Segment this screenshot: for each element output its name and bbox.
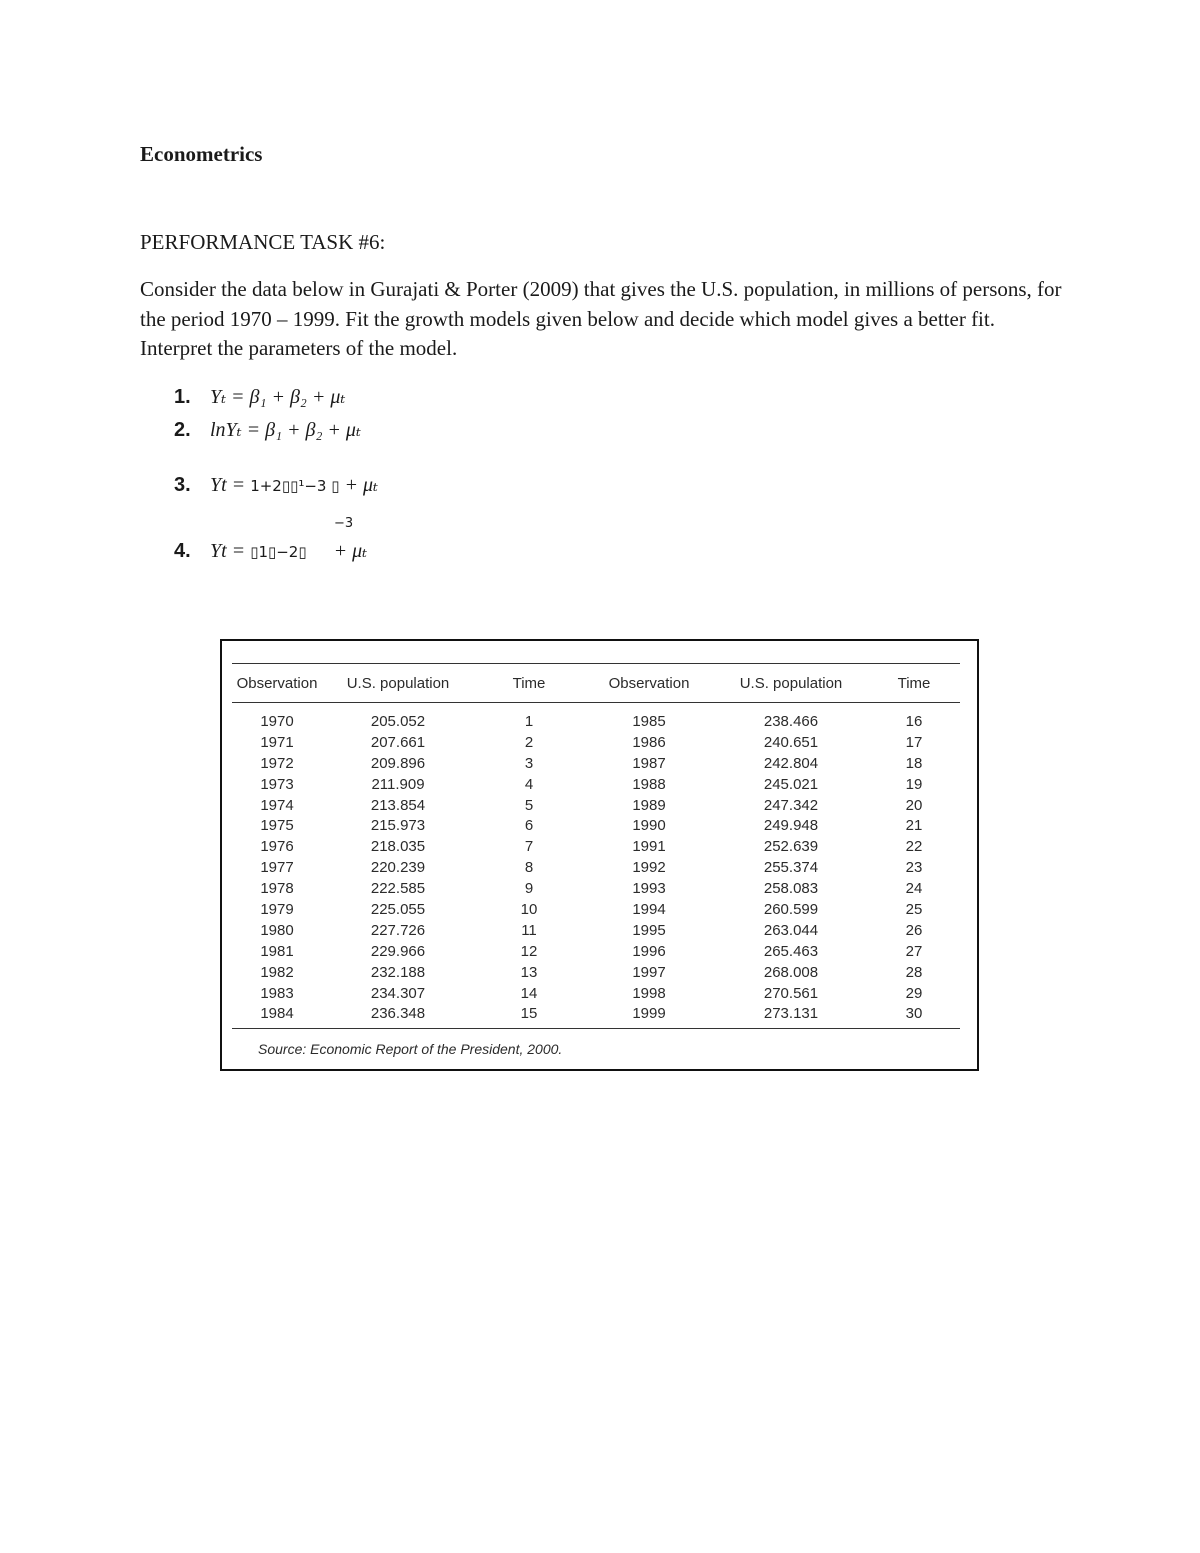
table-cell: 236.348: [370, 1005, 426, 1023]
table-cell: 242.804: [763, 754, 819, 772]
equation-tail: + μₜ: [344, 474, 378, 496]
table-row: [232, 899, 960, 920]
table-cell: 23: [905, 859, 923, 877]
equation-3: [174, 472, 378, 497]
table-source-note: Source: Economic Report of the President, 2000.: [232, 1029, 960, 1060]
table-row: [232, 753, 960, 774]
table-cell: 209.896: [370, 754, 426, 772]
equation-2: [174, 417, 361, 442]
table-cell: 15: [520, 1005, 538, 1023]
table-cell: 1986: [632, 733, 666, 751]
table-cell: 213.854: [370, 796, 426, 814]
table-cell: 20: [905, 796, 923, 814]
table-cell: 1977: [260, 859, 294, 877]
table-cell: 247.342: [763, 796, 819, 814]
equation-number: 1.: [174, 386, 191, 408]
table-cell: 1983: [260, 984, 294, 1002]
table-row: [232, 774, 960, 795]
table-cell: 1979: [260, 900, 294, 918]
equation-number: 4.: [174, 540, 191, 562]
table-cell: 1999: [632, 1005, 666, 1023]
equation-lhs: Yt =: [210, 540, 246, 562]
table-row: [232, 703, 960, 732]
table-cell: 252.639: [763, 838, 819, 856]
table-cell: 234.307: [370, 984, 426, 1002]
table-cell: 12: [520, 942, 538, 960]
task-heading: PERFORMANCE TASK #6:: [140, 230, 386, 254]
table-cell: 222.585: [370, 880, 426, 898]
table-cell: 258.083: [763, 880, 819, 898]
column-header: Observation: [232, 664, 322, 703]
table-row: [232, 920, 960, 941]
table-cell: 225.055: [370, 900, 426, 918]
table-cell: 1985: [632, 712, 666, 730]
table-cell: 227.726: [370, 921, 426, 939]
table-cell: 22: [905, 838, 923, 856]
table-cell: 21: [905, 817, 923, 835]
table-cell: 1973: [260, 775, 294, 793]
table-cell: 1998: [632, 984, 666, 1002]
table-cell: 1991: [632, 838, 666, 856]
table-cell: 1970: [260, 712, 294, 730]
table-cell: 1989: [632, 796, 666, 814]
table-cell: 1981: [260, 942, 294, 960]
table-cell: 229.966: [370, 942, 426, 960]
table-row: [232, 983, 960, 1004]
equation-garbled-glyphs: ▯1▯−2▯: [250, 543, 307, 561]
table-cell: 263.044: [763, 921, 819, 939]
table-cell: 1990: [632, 817, 666, 835]
table-row: [232, 732, 960, 753]
table-cell: 1982: [260, 963, 294, 981]
table-cell: 215.973: [370, 817, 426, 835]
table-cell: 1992: [632, 859, 666, 877]
table-cell: 10: [520, 900, 538, 918]
table-cell: 238.466: [763, 712, 819, 730]
equation-text: lnYₜ = β₁ + β₂ + μₜ: [210, 419, 361, 441]
equation-text: Yₜ = β₁ + β₂ + μₜ: [210, 386, 346, 408]
equation-number: 2.: [174, 419, 191, 441]
table-cell: 28: [905, 963, 923, 981]
table-cell: 16: [905, 712, 923, 730]
column-header: Time: [474, 664, 584, 703]
population-table-figure: [220, 639, 979, 1071]
table-cell: 1984: [260, 1005, 294, 1023]
equation-4: [174, 538, 367, 563]
table-cell: 26: [905, 921, 923, 939]
table-cell: 1: [524, 712, 534, 730]
table-cell: 3: [524, 754, 534, 772]
table-cell: 2: [524, 733, 534, 751]
table-cell: 1974: [260, 796, 294, 814]
table-cell: 25: [905, 900, 923, 918]
table-cell: 205.052: [370, 712, 426, 730]
table-cell: 1976: [260, 838, 294, 856]
table-cell: 1971: [260, 733, 294, 751]
table-cell: 270.561: [763, 984, 819, 1002]
table-row: [232, 857, 960, 878]
table-cell: 29: [905, 984, 923, 1002]
population-table: [232, 663, 960, 1059]
table-cell: 1975: [260, 817, 294, 835]
table-cell: 18: [905, 754, 923, 772]
table-cell: 255.374: [763, 859, 819, 877]
equation-4-superscript: −3: [334, 516, 354, 531]
table-cell: 218.035: [370, 838, 426, 856]
table-cell: 249.948: [763, 817, 819, 835]
table-cell: 1987: [632, 754, 666, 772]
table-cell: 9: [524, 880, 534, 898]
table-cell: 30: [905, 1005, 923, 1023]
equation-number: 3.: [174, 474, 191, 496]
table-cell: 7: [524, 838, 534, 856]
table-cell: 1980: [260, 921, 294, 939]
table-cell: 245.021: [763, 775, 819, 793]
equation-lhs: Yt =: [210, 474, 246, 496]
table-cell: 1995: [632, 921, 666, 939]
table-cell: 207.661: [370, 733, 426, 751]
table-row: [232, 836, 960, 857]
equation-garbled-glyphs: 1+2▯▯¹−3 ▯: [250, 477, 340, 495]
table-row: [232, 941, 960, 962]
equation-tail: + μₜ: [333, 540, 368, 562]
document-title: Econometrics: [140, 142, 263, 166]
table-cell: 1988: [632, 775, 666, 793]
table-cell: 13: [520, 963, 538, 981]
table-cell: 24: [905, 880, 923, 898]
equation-1: [174, 384, 345, 409]
table-cell: 11: [521, 921, 537, 939]
table-cell: 268.008: [763, 963, 819, 981]
table-cell: 5: [524, 796, 534, 814]
table-row: [232, 962, 960, 983]
table-row: [232, 1003, 960, 1028]
column-header: Observation: [584, 664, 714, 703]
table-row: [232, 795, 960, 816]
column-header: U.S. population: [322, 664, 474, 703]
table-cell: 4: [524, 775, 534, 793]
table-cell: 273.131: [763, 1005, 819, 1023]
column-header: U.S. population: [714, 664, 868, 703]
table-row: [232, 878, 960, 899]
table-cell: 1996: [632, 942, 666, 960]
task-description: Consider the data below in Gurajati & Porter (2009) that gives the U.S. population, in millions of persons, for the period 1970 – 1999. Fit the growth models given below and decide which model gives a better fit. Interpret the parameters of the model.: [140, 277, 1062, 360]
table-cell: 1993: [632, 880, 666, 898]
table-cell: 260.599: [763, 900, 819, 918]
table-cell: 1972: [260, 754, 294, 772]
table-cell: 6: [524, 817, 534, 835]
table-cell: 1994: [632, 900, 666, 918]
table-cell: 232.188: [370, 963, 426, 981]
table-cell: 8: [524, 859, 534, 877]
table-row: [232, 815, 960, 836]
table-header-row: [232, 664, 960, 703]
table-cell: 1997: [632, 963, 666, 981]
table-cell: 265.463: [763, 942, 819, 960]
table-cell: 220.239: [370, 859, 426, 877]
table-cell: 19: [905, 775, 923, 793]
table-cell: 17: [905, 733, 923, 751]
table-cell: 1978: [260, 880, 294, 898]
column-header: Time: [868, 664, 960, 703]
table-cell: 14: [520, 984, 538, 1002]
table-cell: 240.651: [763, 733, 819, 751]
table-cell: 211.909: [371, 775, 425, 793]
table-cell: 27: [905, 942, 923, 960]
